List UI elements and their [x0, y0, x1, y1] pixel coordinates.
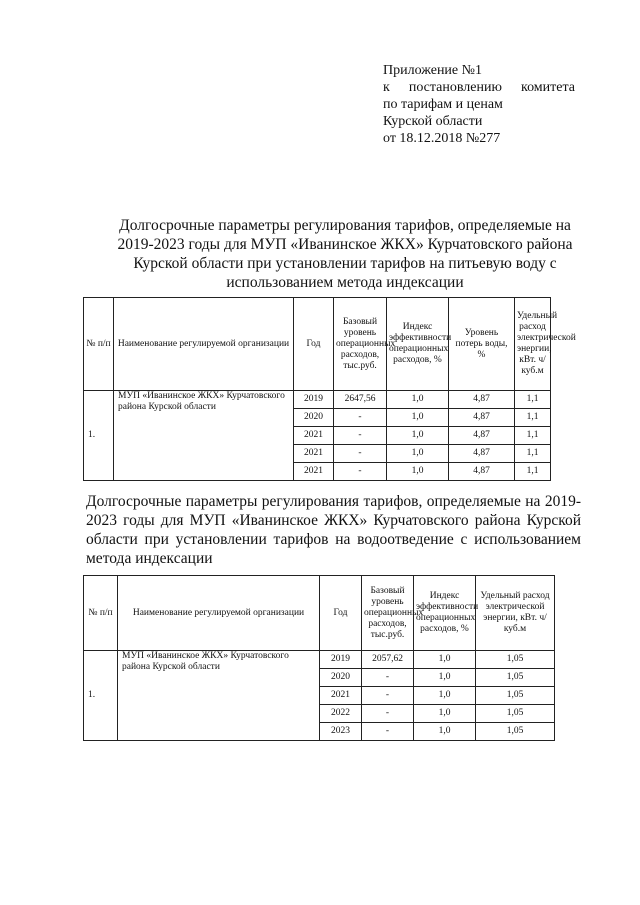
cell-energy: 1,05	[476, 669, 555, 687]
water-tariff-table	[83, 297, 576, 481]
section2-title: Долгосрочные параметры регулирования тарифов, определяемые на 2019-2023 годы для МУП «Иванинское ЖКХ» Курчатовского района Курской области при установлении тарифов на водоотведение с использованием метода индексации	[86, 493, 581, 567]
header-efficiency-index: Индекс эффективности операционных расходов, %	[387, 298, 449, 391]
cell-index: 1,0	[387, 427, 449, 445]
cell-year: 2020	[294, 409, 334, 427]
cell-year: 2023	[320, 723, 362, 741]
header-energy-consumption: Удельный расход электрической энергии, кВт. ч/куб.м	[515, 298, 551, 391]
cell-loss: 4,87	[449, 427, 515, 445]
header-org: Наименование регулируемой организации	[114, 298, 294, 391]
cell-index: 1,0	[387, 445, 449, 463]
table-row	[84, 391, 551, 409]
cell-base: 2057,62	[362, 651, 414, 669]
appendix-committee-line: по тарифам и ценам	[383, 97, 503, 112]
cell-base: -	[362, 705, 414, 723]
appendix-title: Приложение №1	[383, 63, 482, 78]
table-header-row	[84, 298, 551, 391]
cell-index: 1,0	[387, 409, 449, 427]
header-org: Наименование регулируемой организации	[118, 576, 320, 651]
cell-year: 2021	[294, 427, 334, 445]
appendix-region-line: Курской области	[383, 114, 483, 129]
header-water-loss: Уровень потерь воды, %	[449, 298, 515, 391]
cell-index: 1,0	[414, 687, 476, 705]
cell-year: 2021	[294, 463, 334, 481]
cell-energy: 1,05	[476, 651, 555, 669]
cell-base: -	[362, 723, 414, 741]
header-base-costs: Базовый уровень операционных расходов, тыс.руб.	[334, 298, 387, 391]
appendix-block	[383, 62, 575, 147]
row-number: 1.	[84, 391, 114, 481]
cell-energy: 1,05	[476, 723, 555, 741]
appendix-date-line: от 18.12.2018 №277	[383, 131, 501, 146]
cell-loss: 4,87	[449, 463, 515, 481]
sewerage-tariff-table	[83, 575, 555, 741]
cell-loss: 4,87	[449, 445, 515, 463]
header-energy-consumption: Удельный расход электрической энергии, кВт. ч/куб.м	[476, 576, 555, 651]
cell-index: 1,0	[414, 651, 476, 669]
cell-year: 2019	[320, 651, 362, 669]
cell-year: 2021	[294, 445, 334, 463]
header-num: № п/п	[84, 298, 114, 391]
cell-energy: 1,1	[515, 409, 551, 427]
cell-year: 2020	[320, 669, 362, 687]
header-year: Год	[320, 576, 362, 651]
cell-index: 1,0	[387, 463, 449, 481]
cell-base: -	[334, 409, 387, 427]
cell-energy: 1,1	[515, 463, 551, 481]
header-efficiency-index: Индекс эффективности операционных расходов, %	[414, 576, 476, 651]
appendix-resolution-line: к постановлению комитета	[383, 80, 575, 95]
header-year: Год	[294, 298, 334, 391]
cell-base: -	[334, 463, 387, 481]
cell-base: -	[362, 687, 414, 705]
table-row	[84, 651, 555, 669]
cell-energy: 1,05	[476, 705, 555, 723]
cell-index: 1,0	[414, 723, 476, 741]
cell-year: 2021	[320, 687, 362, 705]
cell-base: -	[334, 427, 387, 445]
cell-energy: 1,1	[515, 427, 551, 445]
row-number: 1.	[84, 651, 118, 741]
cell-index: 1,0	[414, 669, 476, 687]
cell-base: -	[362, 669, 414, 687]
cell-energy: 1,1	[515, 391, 551, 409]
cell-energy: 1,05	[476, 687, 555, 705]
header-base-costs: Базовый уровень операционных расходов, тыс.руб.	[362, 576, 414, 651]
cell-energy: 1,1	[515, 445, 551, 463]
cell-loss: 4,87	[449, 391, 515, 409]
org-name: МУП «Иванинское ЖКХ» Курчатовского района Курской области	[114, 391, 294, 481]
cell-index: 1,0	[414, 705, 476, 723]
cell-base: 2647,56	[334, 391, 387, 409]
cell-loss: 4,87	[449, 409, 515, 427]
section1-title: Долгосрочные параметры регулирования тарифов, определяемые на 2019-2023 годы для МУП «Иванинское ЖКХ» Курчатовского района Курской области при установлении тарифов на питьевую воду с использованием метода индексации	[117, 217, 573, 291]
header-num: № п/п	[84, 576, 118, 651]
org-name: МУП «Иванинское ЖКХ» Курчатовского района Курской области	[118, 651, 320, 741]
cell-index: 1,0	[387, 391, 449, 409]
cell-base: -	[334, 445, 387, 463]
cell-year: 2022	[320, 705, 362, 723]
table-header-row	[84, 576, 555, 651]
cell-year: 2019	[294, 391, 334, 409]
